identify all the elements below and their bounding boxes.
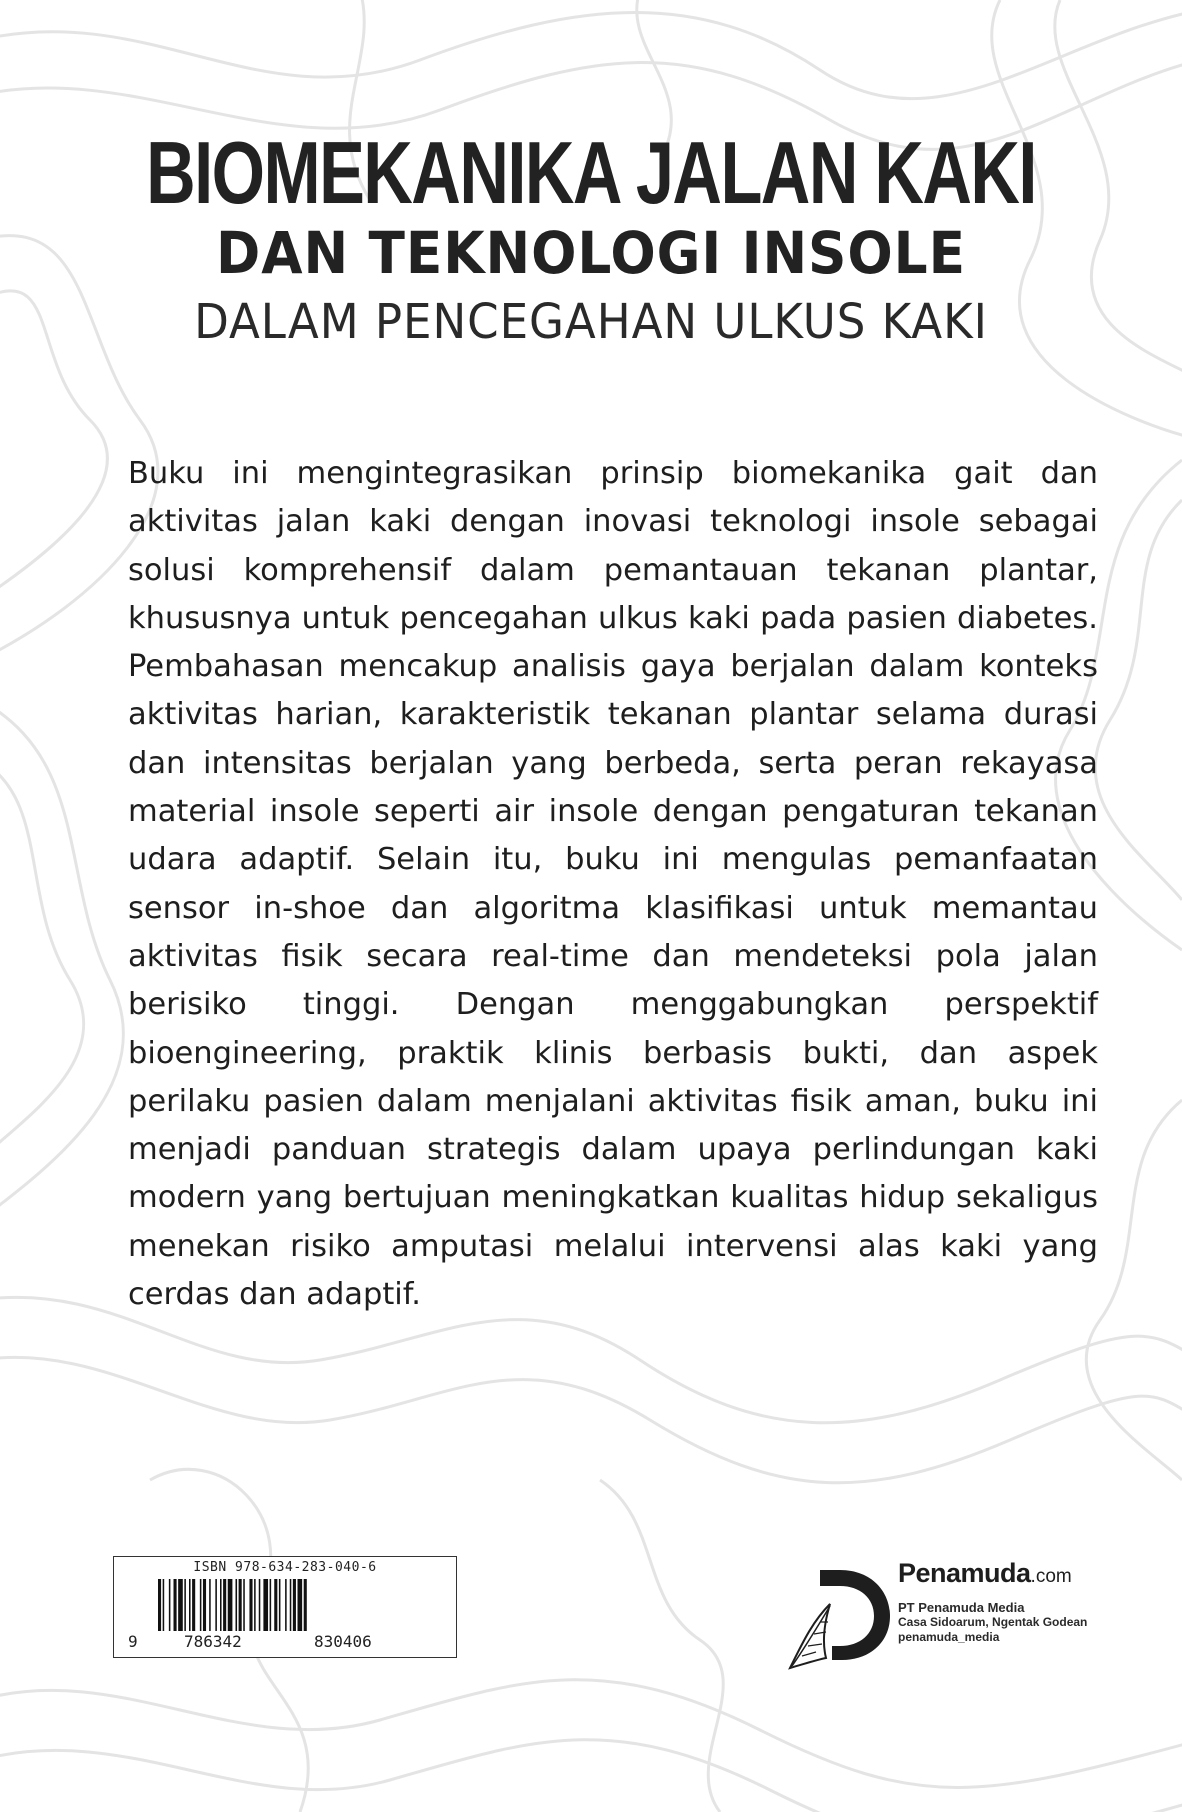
barcode-digits-right: 830406 [314, 1632, 372, 1651]
barcode-digit-first: 9 [128, 1632, 138, 1651]
back-cover-blurb: Buku ini mengintegrasikan prinsip biomekanika gait dan aktivitas jalan kaki dengan inovasi teknologi insole sebagai solusi komprehensif dalam pemantauan tekanan plantar, khususnya untuk pencegahan ulkus kaki pada pasien diabetes. Pembahasan mencakup analisis gaya berjalan dalam konteks aktivitas harian, karakteristik tekanan plantar selama durasi dan intensitas berjalan yang berbeda, serta peran rekayasa material insole seperti air insole dengan pengaturan tekanan udara adaptif. Selain itu, buku ini mengulas pemanfaatan sensor in-shoe dan algoritma klasifikasi untuk memantau aktivitas fisik secara real-time dan mendeteksi pola jalan berisiko tinggi. Dengan menggabungkan perspektif bioengineering, praktik klinis berbasis bukti, dan aspek perilaku pasien dalam menjalani aktivitas fisik aman, buku ini menjadi panduan strategis dalam upaya perlindungan kaki modern yang bertujuan meningkatkan kualitas hidup sekaligus menekan risiko amputasi melalui intervensi alas kaki yang cerdas dan adaptif. [128, 456, 1098, 1313]
publisher-address: Casa Sidoarum, Ngentak Godean [898, 1615, 1088, 1629]
feather-d-logo-icon [782, 1560, 892, 1670]
title-line-1: BIOMEKANIKA JALAN KAKI [146, 123, 1036, 222]
publisher-info [898, 1600, 1087, 1645]
publisher-social: penamuda_media [898, 1630, 1000, 1644]
barcode-bars [158, 1579, 438, 1631]
isbn-barcode [113, 1556, 457, 1658]
isbn-label: ISBN 978-634-283-040-6 [193, 1560, 377, 1575]
subtitle: DALAM PENCEGAHAN ULKUS KAKI [194, 294, 988, 350]
barcode-digits-left: 786342 [184, 1632, 242, 1651]
publisher-domain: .com [1030, 1566, 1072, 1587]
cover-title [0, 125, 1182, 359]
publisher-name: Penamuda.com [898, 1558, 1072, 1588]
publisher-company: PT Penamuda Media [898, 1600, 1025, 1615]
title-line-2: DAN TEKNOLOGI INSOLE [216, 219, 966, 287]
